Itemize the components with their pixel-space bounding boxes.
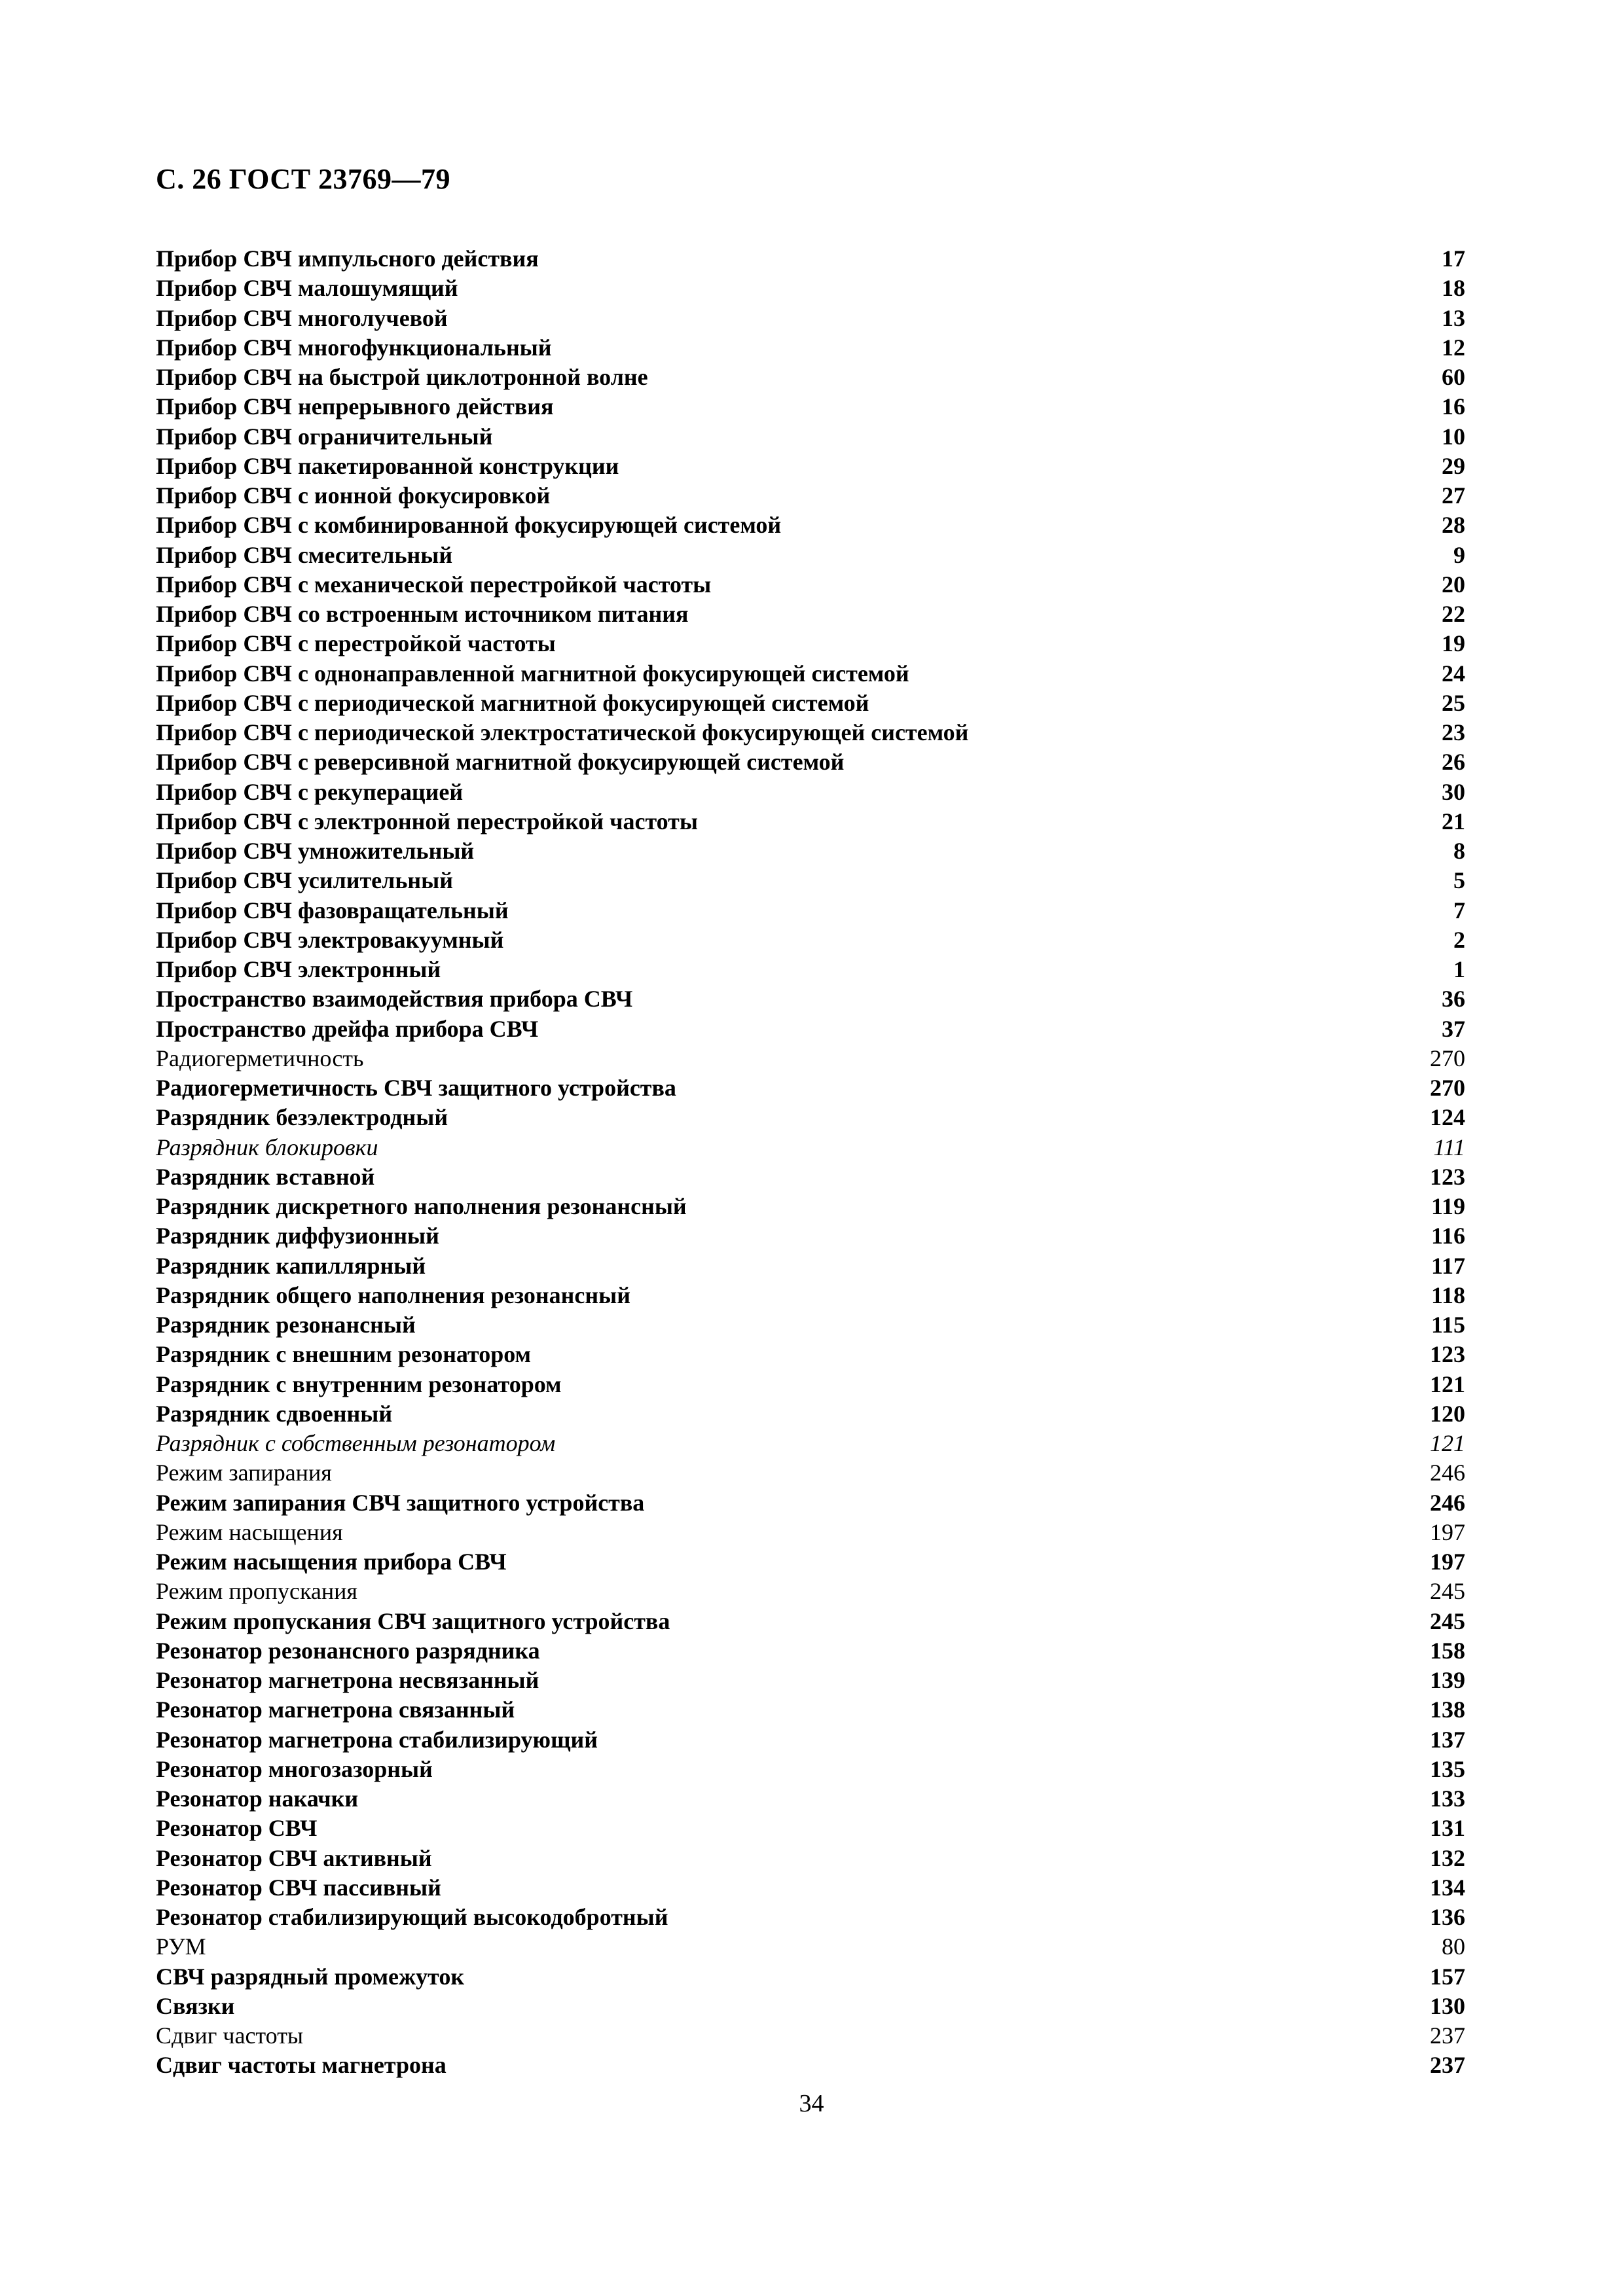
index-entry xyxy=(156,244,1465,274)
index-page-ref: 28 xyxy=(1442,512,1465,539)
index-page-ref: 120 xyxy=(1430,1400,1465,1427)
index-page-ref: 26 xyxy=(1442,749,1465,776)
index-term: Прибор СВЧ с периодической электростатической фокусирующей системой xyxy=(156,719,969,745)
index-term: Резонатор СВЧ активный xyxy=(156,1844,432,1871)
index-term: Сдвиг частоты магнетрона xyxy=(156,2052,447,2079)
index-term: Прибор СВЧ умножительный xyxy=(156,838,475,864)
index-page-ref: 115 xyxy=(1431,1312,1465,1338)
index-entry xyxy=(156,1636,1465,1666)
index-page-ref: 246 xyxy=(1430,1460,1465,1486)
index-entry xyxy=(156,1044,1465,1073)
index-entry xyxy=(156,866,1465,895)
index-entry xyxy=(156,836,1465,866)
index-term: Прибор СВЧ импульсного действия xyxy=(156,245,539,272)
index-page-ref: 123 xyxy=(1430,1341,1465,1368)
index-entry xyxy=(156,1281,1465,1310)
index-entry xyxy=(156,274,1465,303)
index-entry xyxy=(156,1695,1465,1725)
index-page-ref: 19 xyxy=(1442,630,1465,657)
index-page-ref: 23 xyxy=(1442,719,1465,745)
index-page-ref: 7 xyxy=(1453,897,1465,924)
index-entry xyxy=(156,304,1465,333)
index-page-ref: 131 xyxy=(1430,1815,1465,1842)
index-entry xyxy=(156,2021,1465,2051)
index-entry xyxy=(156,1488,1465,1518)
index-term: Прибор СВЧ многолучевой xyxy=(156,304,448,331)
index-term: Режим запирания СВЧ защитного устройства xyxy=(156,1489,645,1516)
index-term: Прибор СВЧ пакетированной конструкции xyxy=(156,452,619,479)
index-term: Прибор СВЧ фазовращательный xyxy=(156,897,509,924)
index-term: Прибор СВЧ многофункциональный xyxy=(156,334,552,361)
index-page-ref: 118 xyxy=(1431,1282,1465,1308)
index-page-ref: 139 xyxy=(1430,1667,1465,1693)
index-entry xyxy=(156,1666,1465,1695)
index-entry xyxy=(156,1370,1465,1399)
index-term: СВЧ разрядный промежуток xyxy=(156,1963,465,1990)
index-entry xyxy=(156,1844,1465,1873)
index-entry xyxy=(156,392,1465,422)
index-entry xyxy=(156,984,1465,1014)
index-page-ref: 130 xyxy=(1430,1992,1465,2019)
index-term: Резонатор магнетрона несвязанный xyxy=(156,1667,539,1693)
index-term: Разрядник резонансный xyxy=(156,1312,416,1338)
term-index-list xyxy=(156,244,1465,2081)
index-term: Режим запирания xyxy=(156,1460,332,1486)
index-entry xyxy=(156,1962,1465,1992)
index-term: Разрядник с собственным резонатором xyxy=(156,1430,556,1456)
index-entry xyxy=(156,1251,1465,1281)
index-entry xyxy=(156,1221,1465,1251)
index-page-ref: 246 xyxy=(1430,1489,1465,1516)
index-term: Пространство взаимодействия прибора СВЧ xyxy=(156,986,633,1013)
index-entry xyxy=(156,1903,1465,1932)
index-page-ref: 124 xyxy=(1430,1104,1465,1131)
index-entry xyxy=(156,689,1465,718)
index-page-ref: 197 xyxy=(1430,1518,1465,1545)
index-entry xyxy=(156,541,1465,570)
index-term: Режим пропускания СВЧ защитного устройства xyxy=(156,1607,670,1634)
index-entry xyxy=(156,1458,1465,1488)
index-page-ref: 132 xyxy=(1430,1844,1465,1871)
index-term: Прибор СВЧ смесительный xyxy=(156,541,453,568)
index-entry xyxy=(156,2051,1465,2080)
index-page-ref: 237 xyxy=(1430,2052,1465,2079)
index-term: Прибор СВЧ с рекуперацией xyxy=(156,778,464,805)
index-entry xyxy=(156,1340,1465,1369)
index-entry xyxy=(156,1607,1465,1636)
index-page-ref: 157 xyxy=(1430,1963,1465,1990)
index-term: Радиогерметичность СВЧ защитного устройства xyxy=(156,1075,676,1101)
index-term: Прибор СВЧ малошумящий xyxy=(156,275,458,302)
index-entry xyxy=(156,1755,1465,1784)
index-page-ref: 5 xyxy=(1453,867,1465,894)
index-page-ref: 116 xyxy=(1431,1223,1465,1249)
index-entry xyxy=(156,511,1465,540)
index-entry xyxy=(156,1429,1465,1458)
index-page-ref: 133 xyxy=(1430,1785,1465,1812)
index-term: Прибор СВЧ непрерывного действия xyxy=(156,393,554,420)
index-page-ref: 138 xyxy=(1430,1696,1465,1723)
index-entry xyxy=(156,896,1465,925)
index-term: Разрядник общего наполнения резонансный xyxy=(156,1282,630,1308)
page-header: С. 26 ГОСТ 23769—79 xyxy=(156,163,451,195)
index-term: Разрядник блокировки xyxy=(156,1134,378,1160)
index-term: Резонатор стабилизирующий высокодобротный xyxy=(156,1904,668,1930)
index-term: РУМ xyxy=(156,1933,206,1960)
index-term: Режим пропускания xyxy=(156,1578,357,1605)
index-term: Прибор СВЧ с однонаправленной магнитной фокусирующей системой xyxy=(156,660,909,687)
index-entry xyxy=(156,481,1465,511)
index-page-ref: 8 xyxy=(1453,838,1465,864)
index-entry xyxy=(156,807,1465,836)
index-term: Резонатор магнетрона связанный xyxy=(156,1696,515,1723)
index-term: Прибор СВЧ ограничительный xyxy=(156,423,493,450)
index-page-ref: 80 xyxy=(1442,1933,1465,1960)
index-term: Пространство дрейфа прибора СВЧ xyxy=(156,1015,539,1042)
index-page-ref: 1 xyxy=(1453,956,1465,982)
index-entry xyxy=(156,363,1465,392)
index-page-ref: 270 xyxy=(1430,1075,1465,1101)
index-entry xyxy=(156,600,1465,629)
index-entry xyxy=(156,1162,1465,1192)
index-entry xyxy=(156,1547,1465,1577)
index-page-ref: 12 xyxy=(1442,334,1465,361)
index-page-ref: 16 xyxy=(1442,393,1465,420)
index-page-ref: 36 xyxy=(1442,986,1465,1013)
index-term: Радиогерметичность xyxy=(156,1045,364,1071)
index-page-ref: 197 xyxy=(1430,1549,1465,1575)
index-entry xyxy=(156,778,1465,807)
index-term: Резонатор многозазорный xyxy=(156,1755,433,1782)
index-entry xyxy=(156,1103,1465,1132)
index-entry xyxy=(156,333,1465,363)
index-page-ref: 136 xyxy=(1430,1904,1465,1930)
index-page-ref: 158 xyxy=(1430,1637,1465,1664)
index-term: Сдвиг частоты xyxy=(156,2022,304,2049)
index-term: Прибор СВЧ со встроенным источником питания xyxy=(156,601,689,627)
index-page-ref: 135 xyxy=(1430,1755,1465,1782)
index-page-ref: 21 xyxy=(1442,808,1465,834)
index-page-ref: 245 xyxy=(1430,1607,1465,1634)
index-entry xyxy=(156,1992,1465,2021)
index-page-ref: 245 xyxy=(1430,1578,1465,1605)
index-term: Прибор СВЧ с электронной перестройкой частоты xyxy=(156,808,698,834)
index-entry xyxy=(156,1310,1465,1340)
index-term: Резонатор СВЧ пассивный xyxy=(156,1874,441,1901)
index-term: Прибор СВЧ усилительный xyxy=(156,867,453,894)
index-term: Резонатор накачки xyxy=(156,1785,359,1812)
index-page-ref: 29 xyxy=(1442,452,1465,479)
index-entry xyxy=(156,1784,1465,1814)
index-page-ref: 17 xyxy=(1442,245,1465,272)
index-entry xyxy=(156,422,1465,452)
index-page-ref: 111 xyxy=(1433,1134,1465,1160)
index-page-ref: 119 xyxy=(1431,1193,1465,1219)
index-term: Резонатор магнетрона стабилизирующий xyxy=(156,1726,598,1753)
index-page-ref: 13 xyxy=(1442,304,1465,331)
index-page-ref: 60 xyxy=(1442,364,1465,390)
index-entry xyxy=(156,955,1465,984)
index-entry xyxy=(156,1873,1465,1903)
index-page-ref: 30 xyxy=(1442,778,1465,805)
index-term: Резонатор СВЧ xyxy=(156,1815,318,1842)
index-term: Прибор СВЧ с реверсивной магнитной фокусирующей системой xyxy=(156,749,845,776)
index-page-ref: 37 xyxy=(1442,1015,1465,1042)
index-page-ref: 121 xyxy=(1430,1371,1465,1397)
index-page-ref: 24 xyxy=(1442,660,1465,687)
index-term: Разрядник капиллярный xyxy=(156,1252,426,1279)
index-term: Разрядник вставной xyxy=(156,1163,375,1190)
index-page-ref: 137 xyxy=(1430,1726,1465,1753)
index-page-ref: 123 xyxy=(1430,1163,1465,1190)
index-page-ref: 27 xyxy=(1442,482,1465,509)
index-entry xyxy=(156,452,1465,481)
index-term: Прибор СВЧ с комбинированной фокусирующей системой xyxy=(156,512,782,539)
index-entry xyxy=(156,570,1465,600)
index-entry xyxy=(156,1399,1465,1429)
index-term: Разрядник с внутренним резонатором xyxy=(156,1371,562,1397)
index-entry xyxy=(156,1577,1465,1606)
index-term: Прибор СВЧ с ионной фокусировкой xyxy=(156,482,551,509)
index-entry xyxy=(156,1073,1465,1103)
index-term: Резонатор резонансного разрядника xyxy=(156,1637,540,1664)
index-page-ref: 2 xyxy=(1453,926,1465,953)
index-entry xyxy=(156,1932,1465,1962)
index-entry xyxy=(156,1814,1465,1843)
index-page-ref: 134 xyxy=(1430,1874,1465,1901)
index-term: Разрядник безэлектродный xyxy=(156,1104,448,1131)
index-page-ref: 22 xyxy=(1442,601,1465,627)
index-entry xyxy=(156,1518,1465,1547)
index-term: Режим насыщения прибора СВЧ xyxy=(156,1549,507,1575)
index-page-ref: 117 xyxy=(1431,1252,1465,1279)
index-term: Режим насыщения xyxy=(156,1518,343,1545)
index-entry xyxy=(156,1133,1465,1162)
index-page-ref: 18 xyxy=(1442,275,1465,302)
index-entry xyxy=(156,925,1465,955)
index-term: Разрядник с внешним резонатором xyxy=(156,1341,532,1368)
index-term: Прибор СВЧ электровакуумный xyxy=(156,926,504,953)
index-page-ref: 25 xyxy=(1442,689,1465,716)
index-page-ref: 9 xyxy=(1453,541,1465,568)
index-term: Разрядник дискретного наполнения резонансный xyxy=(156,1193,687,1219)
index-entry xyxy=(156,1014,1465,1044)
index-entry xyxy=(156,629,1465,658)
index-page-ref: 270 xyxy=(1430,1045,1465,1071)
page-number: 34 xyxy=(799,2090,824,2117)
index-page-ref: 237 xyxy=(1430,2022,1465,2049)
index-term: Прибор СВЧ с механической перестройкой частоты xyxy=(156,571,712,598)
index-term: Разрядник диффузионный xyxy=(156,1223,439,1249)
index-term: Прибор СВЧ с перестройкой частоты xyxy=(156,630,556,657)
index-entry xyxy=(156,747,1465,777)
index-term: Прибор СВЧ на быстрой циклотронной волне xyxy=(156,364,648,390)
index-term: Прибор СВЧ электронный xyxy=(156,956,441,982)
index-entry xyxy=(156,1192,1465,1221)
index-term: Разрядник сдвоенный xyxy=(156,1400,393,1427)
index-term: Связки xyxy=(156,1992,235,2019)
index-entry xyxy=(156,718,1465,747)
index-entry xyxy=(156,1725,1465,1755)
index-term: Прибор СВЧ с периодической магнитной фокусирующей системой xyxy=(156,689,869,716)
index-page-ref: 20 xyxy=(1442,571,1465,598)
index-page-ref: 121 xyxy=(1430,1430,1465,1456)
index-page-ref: 10 xyxy=(1442,423,1465,450)
index-entry xyxy=(156,659,1465,689)
